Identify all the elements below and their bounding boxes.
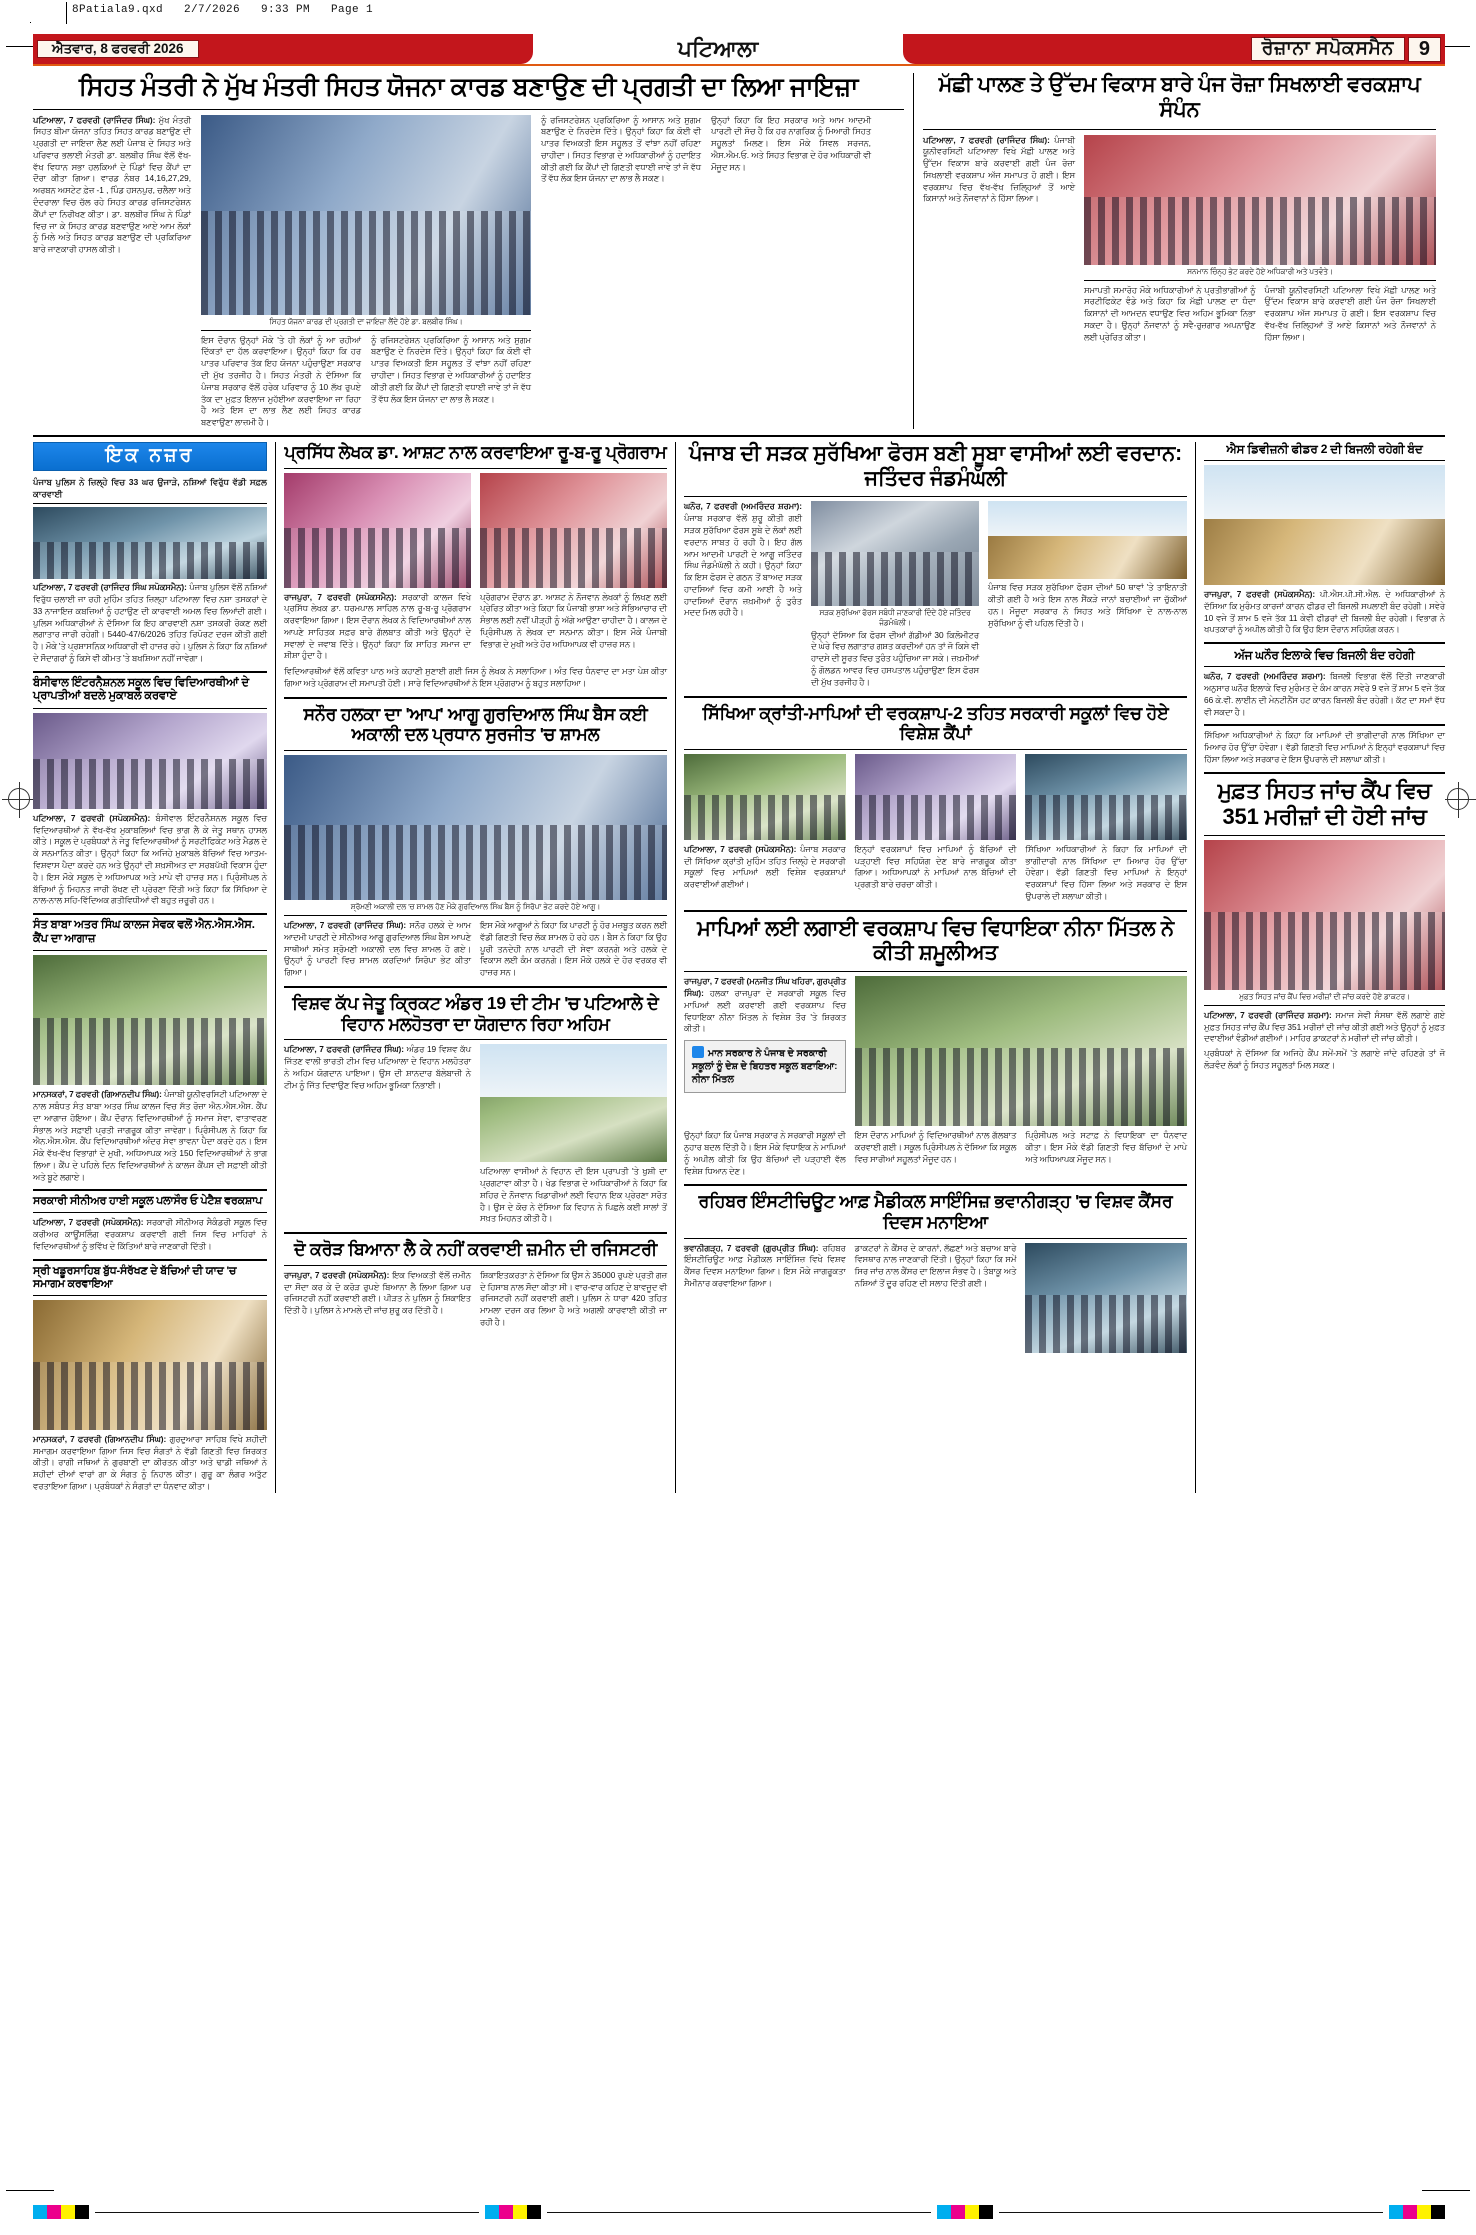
neena-col1-text: ਹਲਕਾ ਰਾਜਪੁਰਾ ਦੇ ਸਰਕਾਰੀ ਸਕੂਲ ਵਿਚ ਮਾਪਿਆਂ ਲਈ ਕਰਵਾਈ ਗਈ ਵਰਕਸ਼ਾਪ ਵਿਚ ਵਿਧਾਇਕਾ ਨੀਨਾ ਮਿੱਤਲ ਨੇ ਵਿਸ਼ੇਸ਼ ਤੌਰ 'ਤੇ ਸ਼ਿਰਕਤ ਕੀਤੀ। (684, 988, 846, 1034)
power2-body: ਬਿਜਲੀ ਵਿਭਾਗ ਵੱਲੋਂ ਦਿੱਤੀ ਜਾਣਕਾਰੀ ਅਨੁਸਾਰ ਘਨੌਰ ਇਲਾਕੇ ਵਿਚ ਮੁਰੰਮਤ ਦੇ ਕੰਮ ਕਾਰਨ ਸਵੇਰੇ 9 ਵਜੇ ਤੋਂ ਸ਼ਾਮ 5 ਵਜੇ ਤੱਕ 66 ਕੇ.ਵੀ. ਲਾਈਨ ਦੀ ਮੇਨਟੀਨੈਂਸ ਹਟ ਕਾਰਨ ਬਿਜਲੀ ਬੰਦ ਰਹੇਗੀ। ਕੱਟ ਦਾ ਸਮਾਂ ਵੱਧ ਵੀ ਸਕਦਾ ਹੈ। (1204, 671, 1445, 717)
govtschool-dateline: ਪਟਿਆਲਾ, 7 ਫਰਵਰੀ (ਸਪੋਕਸਮੈਨ): (33, 1217, 144, 1228)
sanaur-col1 (284, 920, 471, 979)
crop-mark-top-left-v (30, 22, 31, 23)
lead-col2: ਇਸ ਦੌਰਾਨ ਉਨ੍ਹਾਂ ਮੌਕੇ 'ਤੇ ਹੀ ਲੋਕਾਂ ਨੂੰ ਆ ਰਹੀਆਂ ਦਿੱਕਤਾਂ ਦਾ ਹੱਲ ਕਰਵਾਇਆ। ਉਨ੍ਹਾਂ ਕਿਹਾ ਕਿ ਹਰ ਪਾਤਰ ਪਰਿਵਾਰ ਤੱਕ ਇਹ ਯੋਜਨਾ ਪਹੁੰਚਾਉਣਾ ਸਰਕਾਰ ਦੀ ਮੁੱਖ ਤਰਜੀਹ ਹੈ। ਸਿਹਤ ਮੰਤਰੀ ਨੇ ਦੱਸਿਆ ਕਿ ਪੰਜਾਬ ਸਰਕਾਰ ਵੱਲੋਂ ਹਰੇਕ ਪਰਿਵਾਰ ਨੂੰ 10 ਲੱਖ ਰੁਪਏ ਤੱਕ ਦਾ ਮੁਫ਼ਤ ਇਲਾਜ ਮੁਹੱਈਆ ਕਰਵਾਇਆ ਜਾ ਰਿਹਾ ਹੈ ਅਤੇ ਇਸ ਦਾ ਲਾਭ ਲੈਣ ਲਈ ਸਿਹਤ ਕਾਰਡ ਬਣਵਾਉਣਾ ਲਾਜ਼ਮੀ ਹੈ। (201, 334, 361, 428)
registration-mark-left (8, 788, 30, 810)
power1-headline: ਐਸ ਡਿਵੀਜ਼ਨੀ ਫੀਡਰ 2 ਦੀ ਬਿਜਲੀ ਰਹੇਗੀ ਬੰਦ (1226, 441, 1423, 456)
neena-col4: ਪ੍ਰਿੰਸੀਪਲ ਅਤੇ ਸਟਾਫ਼ ਨੇ ਵਿਧਾਇਕਾ ਦਾ ਧੰਨਵਾਦ ਕੀਤਾ। ਇਸ ਮੌਕੇ ਵੱਡੀ ਗਿਣਤੀ ਵਿਚ ਬੱਚਿਆਂ ਦੇ ਮਾਪੇ ਅਤੇ ਅਧਿਆਪਕ ਮੌਜੂਦ ਸਨ। (1025, 1130, 1188, 1164)
lead-col3: ਨੂੰ ਰਜਿਸਟਰੇਸ਼ਨ ਪ੍ਰਕਿਰਿਆ ਨੂੰ ਆਸਾਨ ਅਤੇ ਸੁਗਮ ਬਣਾਉਣ ਦੇ ਨਿਰਦੇਸ਼ ਦਿੱਤੇ। ਉਨ੍ਹਾਂ ਕਿਹਾ ਕਿ ਕੋਈ ਵੀ ਪਾਤਰ ਵਿਅਕਤੀ ਇਸ ਸਹੂਲਤ ਤੋਂ ਵਾਂਝਾ ਨਹੀਂ ਰਹਿਣਾ ਚਾਹੀਦਾ। ਸਿਹਤ ਵਿਭਾਗ ਦੇ ਅਧਿਕਾਰੀਆਂ ਨੂੰ ਹਦਾਇਤ ਕੀਤੀ ਗਈ ਕਿ ਕੈਂਪਾਂ ਦੀ ਗਿਣਤੀ ਵਧਾਈ ਜਾਵੇ ਤਾਂ ਜੋ ਵੱਧ ਤੋਂ ਵੱਧ ਲੋਕ ਇਸ ਯੋਜਨਾ ਦਾ ਲਾਭ ਲੈ ਸਕਣ। (371, 334, 531, 404)
eduworkshop-photo-3 (1025, 754, 1187, 840)
neena-quote (684, 1040, 846, 1092)
masthead-city: ਪਟਿਆਲਾ (533, 34, 903, 64)
cricket-photo (480, 1044, 667, 1162)
crop-mark-bottom-right (1422, 2190, 1470, 2191)
fisheries-dateline: ਪਟਿਆਲਾ, 7 ਫਰਵਰੀ (ਰਾਜਿੰਦਰ ਸਿੰਘ): (923, 134, 1050, 145)
swatch-black (75, 2205, 89, 2219)
swatch-magenta (47, 2205, 61, 2219)
quote-mark-icon (692, 1046, 704, 1058)
newspaper-page (33, 26, 1445, 2186)
masthead-right-band (903, 34, 1445, 64)
neena-col1 (684, 976, 846, 1035)
sanaur-photo (284, 755, 667, 900)
lead-headline: ਸਿਹਤ ਮੰਤਰੀ ਨੇ ਮੁੱਖ ਮੰਤਰੀ ਸਿਹਤ ਯੋਜਨਾ ਕਾਰਡ ਬਣਾਉਣ ਦੀ ਪ੍ਰਗਤੀ ਦਾ ਲਿਆ ਜਾਇਜ਼ਾ (78, 73, 859, 101)
fisheries-col1 (923, 135, 1075, 206)
neena-col3: ਇਸ ਦੌਰਾਨ ਮਾਪਿਆਂ ਨੂੰ ਵਿਦਿਆਰਥੀਆਂ ਨਾਲ ਗੱਲਬਾਤ ਕਰਵਾਈ ਗਈ। ਸਕੂਲ ਪ੍ਰਿੰਸੀਪਲ ਨੇ ਦੱਸਿਆ ਕਿ ਸਕੂਲ ਵਿਚ ਸਾਰੀਆਂ ਸਹੂਲਤਾਂ ਮੌਜੂਦ ਹਨ। (854, 1130, 1017, 1164)
santbaba-body: ਪੰਜਾਬੀ ਯੂਨੀਵਰਸਿਟੀ ਪਟਿਆਲਾ ਦੇ ਨਾਲ ਸਬੰਧਤ ਸੰਤ ਬਾਬਾ ਅਤਰ ਸਿੰਘ ਕਾਲਜ ਵਿਚ ਸੱਤ ਰੋਜ਼ਾ ਐਨ.ਐਸ.ਐਸ. ਕੈਂਪ ਦਾ ਆਗਾਜ਼ ਹੋਇਆ। ਕੈਂਪ ਦੌਰਾਨ ਵਿਦਿਆਰਥੀਆਂ ਨੂੰ ਸਮਾਜ ਸੇਵਾ, ਵਾਤਾਵਰਣ ਸੰਭਾਲ ਅਤੇ ਸਫ਼ਾਈ ਪ੍ਰਤੀ ਜਾਗਰੂਕ ਕੀਤਾ ਜਾਵੇਗਾ। ਪ੍ਰਿੰਸੀਪਲ ਨੇ ਕਿਹਾ ਕਿ ਐਨ.ਐਸ.ਐਸ. ਕੈਂਪ ਵਿਦਿਆਰਥੀਆਂ ਅੰਦਰ ਸੇਵਾ ਭਾਵਨਾ ਪੈਦਾ ਕਰਦੇ ਹਨ। ਇਸ ਮੌਕੇ ਵੱਖ-ਵੱਖ ਵਿਭਾਗਾਂ ਦੇ ਮੁਖੀ, ਅਧਿਆਪਕ ਅਤੇ 150 ਵਿਦਿਆਰਥੀਆਂ ਨੇ ਭਾਗ ਲਿਆ। ਕੈਂਪ ਦੇ ਪਹਿਲੇ ਦਿਨ ਵਿਦਿਆਰਥੀਆਂ ਨੇ ਕਾਲਜ ਕੈਂਪਸ ਦੀ ਸਫ਼ਾਈ ਕੀਤੀ ਅਤੇ ਬੂਟੇ ਲਗਾਏ। (33, 1089, 267, 1182)
roadsafety-dateline: ਘਨੌਰ, 7 ਫਰਵਰੀ (ਅਮਰਿੰਦਰ ਸ਼ਰਮਾ): (684, 501, 802, 512)
govtschool-body: ਸਰਕਾਰੀ ਸੀਨੀਅਰ ਸੈਕੰਡਰੀ ਸਕੂਲ ਵਿਚ ਕਰੀਅਰ ਕਾਊਂਸਲਿੰਗ ਵਰਕਸ਼ਾਪ ਕਰਵਾਈ ਗਈ ਜਿਸ ਵਿਚ ਮਾਹਿਰਾਂ ਨੇ ਵਿਦਿਆਰਥੀਆਂ ਨੂੰ ਭਵਿੱਖ ਦੇ ਕਿੱਤਿਆਂ ਬਾਰੇ ਜਾਣਕਾਰੀ ਦਿੱਤੀ। (33, 1217, 267, 1252)
eduworkshop-col1 (684, 844, 846, 891)
color-swatch-group-center (485, 2205, 541, 2219)
neena-headline: ਮਾਪਿਆਂ ਲਈ ਲਗਾਈ ਵਰਕਸ਼ਾਪ ਵਿਚ ਵਿਧਾਇਕਾ ਨੀਨਾ ਮਿੱਤਲ ਨੇ ਕੀਤੀ ਸ਼ਮੂਲੀਅਤ (697, 916, 1174, 965)
bansiwal-body: ਬੰਸੀਵਾਲ ਇੰਟਰਨੈਸ਼ਨਲ ਸਕੂਲ ਵਿਚ ਵਿਦਿਆਰਥੀਆਂ ਨੇ ਵੱਖ-ਵੱਖ ਮੁਕਾਬਲਿਆਂ ਵਿਚ ਭਾਗ ਲੈ ਕੇ ਜੇਤੂ ਸਥਾਨ ਹਾਸਲ ਕੀਤੇ। ਸਕੂਲ ਦੇ ਪ੍ਰਬੰਧਕਾਂ ਨੇ ਜੇਤੂ ਵਿਦਿਆਰਥੀਆਂ ਨੂੰ ਸਰਟੀਫਿਕੇਟ ਅਤੇ ਮੈਡਲ ਦੇ ਕੇ ਸਨਮਾਨਿਤ ਕੀਤਾ। ਉਨ੍ਹਾਂ ਕਿਹਾ ਕਿ ਅਜਿਹੇ ਮੁਕਾਬਲੇ ਬੱਚਿਆਂ ਵਿਚ ਆਤਮ-ਵਿਸ਼ਵਾਸ ਪੈਦਾ ਕਰਦੇ ਹਨ ਅਤੇ ਉਨ੍ਹਾਂ ਦੀ ਸ਼ਖ਼ਸੀਅਤ ਦਾ ਸਰਬਪੱਖੀ ਵਿਕਾਸ ਹੁੰਦਾ ਹੈ। ਇਸ ਮੌਕੇ ਸਕੂਲ ਦੇ ਅਧਿਆਪਕ ਅਤੇ ਮਾਪੇ ਵੀ ਹਾਜ਼ਰ ਸਨ। ਪ੍ਰਿੰਸੀਪਲ ਨੇ ਬੱਚਿਆਂ ਨੂੰ ਮਿਹਨਤ ਜਾਰੀ ਰੱਖਣ ਦੀ ਪ੍ਰੇਰਣਾ ਦਿੱਤੀ ਅਤੇ ਕਿਹਾ ਕਿ ਸਿੱਖਿਆ ਦੇ ਨਾਲ-ਨਾਲ ਸਹਿ-ਵਿੱਦਿਅਕ ਗਤੀਵਿਧੀਆਂ ਵੀ ਬਹੁਤ ਜ਼ਰੂਰੀ ਹਨ। (33, 812, 267, 906)
roadsafety-caption: ਸੜਕ ਸੁਰੱਖਿਆ ਫੋਰਸ ਸਬੰਧੀ ਜਾਣਕਾਰੀ ਦਿੰਦੇ ਹੋਏ ਜਤਿੰਦਰ ਜੰਡਮੰਘੱਲੀ। (819, 608, 971, 627)
author-photo (284, 473, 471, 588)
registry-col2: ਸ਼ਿਕਾਇਤਕਰਤਾ ਨੇ ਦੱਸਿਆ ਕਿ ਉਸ ਨੇ 35000 ਰੁਪਏ ਪ੍ਰਤੀ ਗਜ਼ ਦੇ ਹਿਸਾਬ ਨਾਲ ਸੌਦਾ ਕੀਤਾ ਸੀ। ਵਾਰ-ਵਾਰ ਕਹਿਣ ਦੇ ਬਾਵਜੂਦ ਵੀ ਰਜਿਸਟਰੀ ਨਹੀਂ ਕਰਵਾਈ ਗਈ। ਪੁਲਿਸ ਨੇ ਧਾਰਾ 420 ਤਹਿਤ ਮਾਮਲਾ ਦਰਜ ਕਰ ਲਿਆ ਹੈ ਅਤੇ ਅਗਲੀ ਕਾਰਵਾਈ ਕੀਤੀ ਜਾ ਰਹੀ ਹੈ। (480, 1269, 667, 1327)
eduworkshop-photo-2 (855, 754, 1017, 840)
lead-story (33, 73, 913, 429)
masthead (33, 34, 1445, 64)
roadsafety-photo (811, 501, 979, 606)
bansiwal-photo (33, 713, 267, 809)
santbaba-photo (33, 955, 267, 1085)
eduworkshop-headline: ਸਿੱਖਿਆ ਕ੍ਰਾਂਤੀ-ਮਾਪਿਆਂ ਦੀ ਵਰਕਸ਼ਾਪ-2 ਤਹਿਤ ਸਰਕਾਰੀ ਸਕੂਲਾਂ ਵਿਚ ਹੋਏ ਵਿਸ਼ੇਸ਼ ਕੈਂਪਾਂ (702, 702, 1169, 744)
color-control-bar (33, 2205, 1445, 2219)
eduworkshop-col2: ਇਨ੍ਹਾਂ ਵਰਕਸ਼ਾਪਾਂ ਵਿਚ ਮਾਪਿਆਂ ਨੂੰ ਬੱਚਿਆਂ ਦੀ ਪੜ੍ਹਾਈ ਵਿਚ ਸਹਿਯੋਗ ਦੇਣ ਬਾਰੇ ਜਾਗਰੂਕ ਕੀਤਾ ਗਿਆ। ਅਧਿਆਪਕਾਂ ਨੇ ਮਾਪਿਆਂ ਨਾਲ ਬੱਚਿਆਂ ਦੀ ਪ੍ਰਗਤੀ ਬਾਰੇ ਚਰਚਾ ਕੀਤੀ। (854, 843, 1017, 890)
masthead-left-band (33, 34, 533, 64)
swatch-magenta-4 (1403, 2205, 1417, 2219)
color-bar-rule-2 (547, 2212, 931, 2213)
shaheed-dateline: ਮਾਨਸਕਰਾਂ, 7 ਫਰਵਰੀ (ਗਿਆਨਦੀਪ ਸਿੰਘ): (33, 1433, 167, 1444)
roadsafety-headline: ਪੰਜਾਬ ਦੀ ਸੜਕ ਸੁਰੱਖਿਆ ਫੋਰਸ ਬਣੀ ਸੂਬਾ ਵਾਸੀਆਂ ਲਈ ਵਰਦਾਨ: ਜਤਿੰਦਰ ਜੰਡਮੰਘੱਲੀ (689, 441, 1182, 490)
swatch-yellow-4 (1417, 2205, 1431, 2219)
masthead-date: ਐਤਵਾਰ, 8 ਫਰਵਰੀ 2026 (37, 40, 199, 58)
swatch-yellow (61, 2205, 75, 2219)
fisheries-headline: ਮੱਛੀ ਪਾਲਣ ਤੇ ਉੱਦਮ ਵਿਕਾਸ ਬਾਰੇ ਪੰਜ ਰੋਜ਼ਾ ਸਿਖਲਾਈ ਵਰਕਸ਼ਾਪ ਸੰਪੰਨ (938, 73, 1421, 121)
file-stamp-divider (66, 2, 67, 24)
swatch-yellow-2 (513, 2205, 527, 2219)
power2-text (1204, 671, 1445, 718)
cricket-col1-text: ਅੰਡਰ 19 ਵਿਸ਼ਵ ਕੱਪ ਜਿੱਤਣ ਵਾਲੀ ਭਾਰਤੀ ਟੀਮ ਵਿਚ ਪਟਿਆਲਾ ਦੇ ਵਿਹਾਨ ਮਲਹੋਤਰਾ ਨੇ ਅਹਿਮ ਯੋਗਦਾਨ ਪਾਇਆ। ਉਸ ਦੀ ਸ਼ਾਨਦਾਰ ਬੱਲੇਬਾਜ਼ੀ ਨੇ ਟੀਮ ਨੂੰ ਜਿੱਤ ਦਿਵਾਉਣ ਵਿਚ ਅਹਿਮ ਭੂਮਿਕਾ ਨਿਭਾਈ। (284, 1044, 471, 1090)
glance-photo (33, 507, 267, 579)
cricket-headline: ਵਿਸ਼ਵ ਕੱਪ ਜੇਤੂ ਕ੍ਰਿਕਟ ਅੰਡਰ 19 ਦੀ ਟੀਮ 'ਚ ਪਟਿਆਲੇ ਦੇ ਵਿਹਾਨ ਮਲਹੋਤਰਾ ਦਾ ਯੋਗਦਾਨ ਰਿਹਾ ਅਹਿਮ (292, 993, 659, 1034)
left-rail (33, 442, 275, 1493)
swatch-black-2 (527, 2205, 541, 2219)
power1-dateline: ਰਾਜਪੁਰਾ, 7 ਫਰਵਰੀ (ਸਪੋਕਸਮੈਨ): (1204, 589, 1316, 600)
power2-headline: ਅੱਜ ਘਨੌਰ ਇਲਾਕੇ ਵਿਚ ਬਿਜਲੀ ਬੰਦ ਰਹੇਗੀ (1234, 648, 1415, 663)
power1-photo (1204, 465, 1445, 585)
cancer-col2: ਡਾਕਟਰਾਂ ਨੇ ਕੈਂਸਰ ਦੇ ਕਾਰਨਾਂ, ਲੱਛਣਾਂ ਅਤੇ ਬਚਾਅ ਬਾਰੇ ਵਿਸਥਾਰ ਨਾਲ ਜਾਣਕਾਰੀ ਦਿੱਤੀ। ਉਨ੍ਹਾਂ ਕਿਹਾ ਕਿ ਸਮੇਂ ਸਿਰ ਜਾਂਚ ਨਾਲ ਕੈਂਸਰ ਦਾ ਇਲਾਜ ਸੰਭਵ ਹੈ। ਤੰਬਾਕੂ ਅਤੇ ਨਸ਼ਿਆਂ ਤੋਂ ਦੂਰ ਰਹਿਣ ਦੀ ਸਲਾਹ ਦਿੱਤੀ ਗਈ। (854, 1242, 1017, 1288)
santbaba-headline: ਸੰਤ ਬਾਬਾ ਅਤਰ ਸਿੰਘ ਕਾਲਜ ਸੇਵਕ ਵਲੋਂ ਐਨ.ਐਸ.ਐਸ. ਕੈਂਪ ਦਾ ਆਗਾਜ਼ (33, 919, 255, 945)
eduworkshop-dateline: ਪਟਿਆਲਾ, 7 ਫਰਵਰੀ (ਸਪੋਕਸਮੈਨ): (684, 843, 797, 854)
cancer-headline: ਰਹਿਬਰ ਇੰਸਟੀਚਿਊਟ ਆਫ਼ ਮੈਡੀਕਲ ਸਾਇੰਸਿਜ਼ ਭਵਾਨੀਗੜ੍ਹ 'ਚ ਵਿਸ਼ਵ ਕੈਂਸਰ ਦਿਵਸ ਮਨਾਇਆ (698, 1191, 1173, 1232)
santbaba-dateline: ਮਾਨਸਕਰਾਂ, 7 ਫਰਵਰੀ (ਗਿਆਨਦੀਪ ਸਿੰਘ): (33, 1089, 162, 1100)
swatch-black-4 (1431, 2205, 1445, 2219)
section-divider-1 (33, 435, 1445, 437)
glance-body: ਪੰਜਾਬ ਪੁਲਿਸ ਵੱਲੋਂ ਨਸ਼ਿਆਂ ਵਿਰੁੱਧ ਚਲਾਈ ਜਾ ਰਹੀ ਮੁਹਿੰਮ ਤਹਿਤ ਜ਼ਿਲ੍ਹਾ ਪਟਿਆਲਾ ਵਿਚ ਨਸ਼ਾ ਤਸਕਰਾਂ ਦੇ 33 ਨਾਜਾਇਜ਼ ਕਬਜ਼ਿਆਂ ਨੂੰ ਹਟਾਉਣ ਦੀ ਕਾਰਵਾਈ ਅਮਲ ਵਿਚ ਲਿਆਂਦੀ ਗਈ। ਪੁਲਿਸ ਅਧਿਕਾਰੀਆਂ ਨੇ ਦੱਸਿਆ ਕਿ ਇਹ ਕਾਰਵਾਈ ਨਸ਼ਾ ਤਸਕਰੀ ਰੋਕਣ ਲਈ ਲਗਾਤਾਰ ਜਾਰੀ ਰਹੇਗੀ। 5440-47/6/2026 ਤਹਿਤ ਰਿਪੋਰਟ ਦਰਜ ਕੀਤੀ ਗਈ ਹੈ। ਮੌਕੇ 'ਤੇ ਪ੍ਰਸ਼ਾਸਨਿਕ ਅਧਿਕਾਰੀ ਵੀ ਹਾਜ਼ਰ ਰਹੇ। ਪੁਲਿਸ ਨੇ ਕਿਹਾ ਕਿ ਨਸ਼ਿਆਂ ਦੇ ਸੌਦਾਗਰਾਂ ਨੂੰ ਕਿਸੇ ਵੀ ਕੀਮਤ 'ਤੇ ਬਖਸ਼ਿਆ ਨਹੀਂ ਜਾਵੇਗਾ। (33, 582, 267, 663)
author-photo-2 (480, 473, 667, 588)
registry-headline: ਦੋ ਕਰੋੜ ਬਿਆਨਾ ਲੈ ਕੇ ਨਹੀਂ ਕਰਵਾਈ ਜ਼ਮੀਨ ਦੀ ਰਜਿਸਟਰੀ (293, 1239, 658, 1260)
shaheed-photo (33, 1300, 267, 1430)
eduworkshop-col3: ਸਿੱਖਿਆ ਅਧਿਕਾਰੀਆਂ ਨੇ ਕਿਹਾ ਕਿ ਮਾਪਿਆਂ ਦੀ ਭਾਗੀਦਾਰੀ ਨਾਲ ਸਿੱਖਿਆ ਦਾ ਮਿਆਰ ਹੋਰ ਉੱਚਾ ਹੋਵੇਗਾ। ਵੱਡੀ ਗਿਣਤੀ ਵਿਚ ਮਾਪਿਆਂ ਨੇ ਇਨ੍ਹਾਂ ਵਰਕਸ਼ਾਪਾਂ ਵਿਚ ਹਿੱਸਾ ਲਿਆ ਅਤੇ ਸਰਕਾਰ ਦੇ ਇਸ ਉਪਰਾਲੇ ਦੀ ਸ਼ਲਾਘਾ ਕੀਤੀ। (1025, 843, 1188, 901)
registry-col1 (284, 1270, 471, 1317)
lead-photo (201, 115, 531, 315)
neena-quote-text: ਮਾਨ ਸਰਕਾਰ ਨੇ ਪੰਜਾਬ ਦੇ ਸਰਕਾਰੀ ਸਕੂਲਾਂ ਨੂੰ ਦੇਸ਼ ਦੇ ਬਿਹਤਰ ਸਕੂਲ ਬਣਾਇਆ: ਨੀਨਾ ਮਿੱਤਲ (692, 1048, 838, 1085)
bansiwal-headline: ਬੰਸੀਵਾਲ ਇੰਟਰਨੈਸ਼ਨਲ ਸਕੂਲ ਵਿਚ ਵਿਦਿਆਰਥੀਆਂ ਦੇ ਪ੍ਰਾਪਤੀਆਂ ਬਦਲੇ ਮੁਕਾਬਲੇ ਕਰਵਾਏ (33, 676, 249, 703)
roadsafety-photo-2 (988, 501, 1187, 579)
roadsafety-col2: ਉਨ੍ਹਾਂ ਦੱਸਿਆ ਕਿ ਫੋਰਸ ਦੀਆਂ ਗੱਡੀਆਂ 30 ਕਿਲੋਮੀਟਰ ਦੇ ਘੇਰੇ ਵਿਚ ਲਗਾਤਾਰ ਗਸ਼ਤ ਕਰਦੀਆਂ ਹਨ ਤਾਂ ਜੋ ਕਿਸੇ ਵੀ ਹਾਦਸੇ ਦੀ ਸੂਰਤ ਵਿਚ ਤੁਰੰਤ ਪਹੁੰਚਿਆ ਜਾ ਸਕੇ। ਜ਼ਖ਼ਮੀਆਂ ਨੂੰ ਗੋਲਡਨ ਆਵਰ ਵਿਚ ਹਸਪਤਾਲ ਪਹੁੰਚਾਉਣਾ ਇਸ ਫੋਰਸ ਦੀ ਮੁੱਖ ਤਰਜੀਹ ਹੈ। (811, 629, 979, 687)
power1-text (1204, 589, 1445, 636)
freecamp-col1-text: ਸਮਾਜ ਸੇਵੀ ਸੰਸਥਾ ਵੱਲੋਂ ਲਗਾਏ ਗਏ ਮੁਫ਼ਤ ਸਿਹਤ ਜਾਂਚ ਕੈਂਪ ਵਿਚ 351 ਮਰੀਜ਼ਾਂ ਦੀ ਜਾਂਚ ਕੀਤੀ ਗਈ ਅਤੇ ਉਨ੍ਹਾਂ ਨੂੰ ਮੁਫ਼ਤ ਦਵਾਈਆਂ ਵੰਡੀਆਂ ਗਈਆਂ। ਮਾਹਿਰ ਡਾਕਟਰਾਂ ਨੇ ਮਰੀਜ਼ਾਂ ਦੀ ਜਾਂਚ ਕੀਤੀ। (1204, 1009, 1445, 1044)
lead-col1 (33, 115, 191, 256)
swatch-cyan-4 (1389, 2205, 1403, 2219)
shaheed-text (33, 1434, 267, 1493)
masthead-paper-name: ਰੋਜ਼ਾਨਾ ਸਪੋਕਸਮੈਨ (1251, 37, 1405, 61)
fisheries-photo-caption: ਸਨਮਾਨ ਚਿੰਨ੍ਹ ਭੇਟ ਕਰਦੇ ਹੋਏ ਅਧਿਕਾਰੀ ਅਤੇ ਪਤਵੰਤੇ। (1187, 266, 1333, 276)
color-swatch-group-left (33, 2205, 89, 2219)
swatch-cyan (33, 2205, 47, 2219)
file-stamp: 8Patiala9.qxd 2/7/2026 9:33 PM Page 1 (72, 4, 374, 16)
lead-dateline: ਪਟਿਆਲਾ, 7 ਫਰਵਰੀ (ਰਾਜਿੰਦਰ ਸਿੰਘ): (33, 114, 156, 125)
fisheries-col3: ਪੰਜਾਬੀ ਯੂਨੀਵਰਸਿਟੀ ਪਟਿਆਲਾ ਵਿਖੇ ਮੱਛੀ ਪਾਲਣ ਅਤੇ ਉੱਦਮ ਵਿਕਾਸ ਬਾਰੇ ਕਰਵਾਈ ਗਈ ਪੰਜ ਰੋਜ਼ਾ ਸਿਖਲਾਈ ਵਰਕਸ਼ਾਪ ਅੱਜ ਸਮਾਪਤ ਹੋ ਗਈ। ਇਸ ਵਰਕਸ਼ਾਪ ਵਿਚ ਵੱਖ-ਵੱਖ ਜ਼ਿਲ੍ਹਿਆਂ ਤੋਂ ਆਏ ਕਿਸਾਨਾਂ ਅਤੇ ਨੌਜਵਾਨਾਂ ਨੇ ਹਿੱਸਾ ਲਿਆ। (1264, 284, 1436, 342)
swatch-cyan-3 (937, 2205, 951, 2219)
sanaur-caption: ਸ਼੍ਰੋਮਣੀ ਅਕਾਲੀ ਦਲ 'ਚ ਸ਼ਾਮਲ ਹੋਣ ਮੌਕੇ ਗੁਰਦਿਆਲ ਸਿੰਘ ਬੈਸ ਨੂੰ ਸਿਰੋਪਾ ਭੇਟ ਕਰਦੇ ਹੋਏ ਆਗੂ। (350, 902, 601, 912)
glance-item1-headline: ਪੰਜਾਬ ਪੁਲਿਸ ਨੇ ਜ਼ਿਲ੍ਹੇ ਵਿਚ 33 ਘਰ ਉਜਾੜੇ, ਨਸ਼ਿਆਂ ਵਿਰੁੱਧ ਵੱਡੀ ਸਫ਼ਲ ਕਾਰਵਾਈ (33, 476, 267, 500)
right-rail (1195, 442, 1445, 1493)
author-col3: ਵਿਦਿਆਰਥੀਆਂ ਵੱਲੋਂ ਕਵਿਤਾ ਪਾਠ ਅਤੇ ਕਹਾਣੀ ਸੁਣਾਈ ਗਈ ਜਿਸ ਨੂੰ ਲੇਖਕ ਨੇ ਸਲਾਹਿਆ। ਅੰਤ ਵਿਚ ਧੰਨਵਾਦ ਦਾ ਮਤਾ ਪੇਸ਼ ਕੀਤਾ ਗਿਆ ਅਤੇ ਪ੍ਰੋਗਰਾਮ ਦੀ ਸਮਾਪਤੀ ਹੋਈ। ਸਾਰੇ ਵਿਦਿਆਰਥੀਆਂ ਨੇ ਇਸ ਪ੍ਰੋਗਰਾਮ ਨੂੰ ਬਹੁਤ ਸਲਾਹਿਆ। (284, 666, 667, 688)
cancer-photo (1025, 1243, 1187, 1353)
shaheed-body: ਗੁਰਦੁਆਰਾ ਸਾਹਿਬ ਵਿਖੇ ਸ਼ਹੀਦੀ ਸਮਾਗਮ ਕਰਵਾਇਆ ਗਿਆ ਜਿਸ ਵਿਚ ਸੰਗਤਾਂ ਨੇ ਵੱਡੀ ਗਿਣਤੀ ਵਿਚ ਸ਼ਿਰਕਤ ਕੀਤੀ। ਰਾਗੀ ਜਥਿਆਂ ਨੇ ਗੁਰਬਾਣੀ ਦਾ ਕੀਰਤਨ ਕੀਤਾ ਅਤੇ ਢਾਡੀ ਜਥਿਆਂ ਨੇ ਸ਼ਹੀਦਾਂ ਦੀਆਂ ਵਾਰਾਂ ਗਾ ਕੇ ਸੰਗਤ ਨੂੰ ਨਿਹਾਲ ਕੀਤਾ। ਗੁਰੂ ਕਾ ਲੰਗਰ ਅਤੁੱਟ ਵਰਤਾਇਆ ਗਿਆ। ਪ੍ਰਬੰਧਕਾਂ ਨੇ ਸੰਗਤਾਂ ਦਾ ਧੰਨਵਾਦ ਕੀਤਾ। (33, 1433, 267, 1491)
eduworkshop-photo-1 (684, 754, 846, 840)
shaheed-headline: ਸ੍ਰੀ ਖਡੂਰਸਾਹਿਬ ਬੁੱਧ-ਸੰਰੱਖਣ ਦੇ ਬੱਚਿਆਂ ਦੀ ਯਾਦ 'ਚ ਸਮਾਗਮ ਕਰਵਾਇਆ (33, 1264, 237, 1290)
cancer-dateline: ਭਵਾਨੀਗੜ੍ਹ, 7 ਫਰਵਰੀ (ਗੁਰਪ੍ਰੀਤ ਸਿੰਘ): (684, 1242, 819, 1253)
author-col2: ਪ੍ਰੋਗਰਾਮ ਦੌਰਾਨ ਡਾ. ਆਸ਼ਟ ਨੇ ਨੌਜਵਾਨ ਲੇਖਕਾਂ ਨੂੰ ਲਿਖਣ ਲਈ ਪ੍ਰੇਰਿਤ ਕੀਤਾ ਅਤੇ ਕਿਹਾ ਕਿ ਪੰਜਾਬੀ ਭਾਸ਼ਾ ਅਤੇ ਸੱਭਿਆਚਾਰ ਦੀ ਸੰਭਾਲ ਲਈ ਨਵੀਂ ਪੀੜ੍ਹੀ ਨੂੰ ਅੱਗੇ ਆਉਣਾ ਚਾਹੀਦਾ ਹੈ। ਕਾਲਜ ਦੇ ਪ੍ਰਿੰਸੀਪਲ ਨੇ ਲੇਖਕ ਦਾ ਸਨਮਾਨ ਕੀਤਾ। ਇਸ ਮੌਕੇ ਪੰਜਾਬੀ ਵਿਭਾਗ ਦੇ ਮੁਖੀ ਅਤੇ ਹੋਰ ਅਧਿਆਪਕ ਵੀ ਹਾਜ਼ਰ ਸਨ। (480, 591, 667, 649)
center-rail-1 (275, 442, 675, 1493)
right-rail-filler-1: ਸਿੱਖਿਆ ਅਧਿਕਾਰੀਆਂ ਨੇ ਕਿਹਾ ਕਿ ਮਾਪਿਆਂ ਦੀ ਭਾਗੀਦਾਰੀ ਨਾਲ ਸਿੱਖਿਆ ਦਾ ਮਿਆਰ ਹੋਰ ਉੱਚਾ ਹੋਵੇਗਾ। ਵੱਡੀ ਗਿਣਤੀ ਵਿਚ ਮਾਪਿਆਂ ਨੇ ਇਨ੍ਹਾਂ ਵਰਕਸ਼ਾਪਾਂ ਵਿਚ ਹਿੱਸਾ ਲਿਆ ਅਤੇ ਸਰਕਾਰ ਦੇ ਇਸ ਉਪਰਾਲੇ ਦੀ ਸ਼ਲਾਘਾ ਕੀਤੀ। (1204, 730, 1445, 764)
cancer-col1-text: ਰਹਿਬਰ ਇੰਸਟੀਚਿਊਟ ਆਫ਼ ਮੈਡੀਕਲ ਸਾਇੰਸਿਜ਼ ਵਿਖੇ ਵਿਸ਼ਵ ਕੈਂਸਰ ਦਿਵਸ ਮਨਾਇਆ ਗਿਆ। ਇਸ ਮੌਕੇ ਜਾਗਰੂਕਤਾ ਸੈਮੀਨਾਰ ਕਰਵਾਇਆ ਗਿਆ। (684, 1242, 846, 1288)
author-col1 (284, 592, 471, 663)
fisheries-col1-text: ਪੰਜਾਬੀ ਯੂਨੀਵਰਸਿਟੀ ਪਟਿਆਲਾ ਵਿਖੇ ਮੱਛੀ ਪਾਲਣ ਅਤੇ ਉੱਦਮ ਵਿਕਾਸ ਬਾਰੇ ਕਰਵਾਈ ਗਈ ਪੰਜ ਰੋਜ਼ਾ ਸਿਖਲਾਈ ਵਰਕਸ਼ਾਪ ਅੱਜ ਸਮਾਪਤ ਹੋ ਗਈ। ਇਸ ਵਰਕਸ਼ਾਪ ਵਿਚ ਵੱਖ-ਵੱਖ ਜ਼ਿਲ੍ਹਿਆਂ ਤੋਂ ਆਏ ਕਿਸਾਨਾਂ ਅਤੇ ਨੌਜਵਾਨਾਂ ਨੇ ਹਿੱਸਾ ਲਿਆ। (923, 134, 1075, 204)
registry-dateline: ਰਾਜਪੁਰਾ, 7 ਫਰਵਰੀ (ਸਪੋਕਸਮੈਨ): (284, 1269, 390, 1280)
swatch-magenta-3 (951, 2205, 965, 2219)
swatch-yellow-3 (965, 2205, 979, 2219)
cricket-col1 (284, 1044, 471, 1091)
cricket-col2: ਪਟਿਆਲਾ ਵਾਸੀਆਂ ਨੇ ਵਿਹਾਨ ਦੀ ਇਸ ਪ੍ਰਾਪਤੀ 'ਤੇ ਖੁਸ਼ੀ ਦਾ ਪ੍ਰਗਟਾਵਾ ਕੀਤਾ ਹੈ। ਖੇਡ ਵਿਭਾਗ ਦੇ ਅਧਿਕਾਰੀਆਂ ਨੇ ਕਿਹਾ ਕਿ ਸ਼ਹਿਰ ਦੇ ਨੌਜਵਾਨ ਖਿਡਾਰੀਆਂ ਲਈ ਵਿਹਾਨ ਇਕ ਪ੍ਰੇਰਣਾ ਸਰੋਤ ਹੈ। ਉਸ ਦੇ ਕੋਚ ਨੇ ਦੱਸਿਆ ਕਿ ਵਿਹਾਨ ਨੇ ਪਿਛਲੇ ਕਈ ਸਾਲਾਂ ਤੋਂ ਸਖ਼ਤ ਮਿਹਨਤ ਕੀਤੀ ਹੈ। (480, 1166, 667, 1224)
masthead-underline (33, 64, 1445, 66)
santbaba-text (33, 1089, 267, 1183)
fisheries-story (913, 73, 1436, 429)
color-swatch-group-right (1389, 2205, 1445, 2219)
swatch-magenta-2 (499, 2205, 513, 2219)
freecamp-col2: ਪ੍ਰਬੰਧਕਾਂ ਨੇ ਦੱਸਿਆ ਕਿ ਅਜਿਹੇ ਕੈਂਪ ਸਮੇਂ-ਸਮੇਂ 'ਤੇ ਲਗਾਏ ਜਾਂਦੇ ਰਹਿਣਗੇ ਤਾਂ ਜੋ ਲੋੜਵੰਦ ਲੋਕਾਂ ਨੂੰ ਸਿਹਤ ਸਹੂਲਤਾਂ ਮਿਲ ਸਕਣ। (1204, 1048, 1445, 1070)
bansiwal-dateline: ਪਟਿਆਲਾ, 7 ਫਰਵਰੀ (ਸਪੋਕਸਮੈਨ): (33, 812, 151, 823)
roadsafety-col1-text: ਪੰਜਾਬ ਸਰਕਾਰ ਵੱਲੋਂ ਸ਼ੁਰੂ ਕੀਤੀ ਗਈ ਸੜਕ ਸੁਰੱਖਿਆ ਫੋਰਸ ਸੂਬੇ ਦੇ ਲੋਕਾਂ ਲਈ ਵਰਦਾਨ ਸਾਬਤ ਹੋ ਰਹੀ ਹੈ। ਇਹ ਗੱਲ ਆਮ ਆਦਮੀ ਪਾਰਟੀ ਦੇ ਆਗੂ ਜਤਿੰਦਰ ਸਿੰਘ ਜੰਡਮੰਘੱਲੀ ਨੇ ਕਹੀ। ਉਨ੍ਹਾਂ ਕਿਹਾ ਕਿ ਇਸ ਫੋਰਸ ਦੇ ਗਠਨ ਤੋਂ ਬਾਅਦ ਸੜਕ ਹਾਦਸਿਆਂ ਵਿਚ ਕਮੀ ਆਈ ਹੈ ਅਤੇ ਹਾਦਸਿਆਂ ਦੌਰਾਨ ਜ਼ਖ਼ਮੀਆਂ ਨੂੰ ਤੁਰੰਤ ਮਦਦ ਮਿਲ ਰਹੀ ਹੈ। (684, 513, 802, 618)
freecamp-photo (1204, 840, 1445, 990)
color-bar-rule-1 (95, 2212, 479, 2213)
neena-dateline: ਰਾਜਪੁਰਾ, 7 ਫਰਵਰੀ (ਮਨਜੀਤ ਸਿੰਘ ਖਹਿਰਾ, ਗੁਰਪ੍ਰੀਤ ਸਿੰਘ): (684, 976, 846, 999)
author-col1-text: ਸਰਕਾਰੀ ਕਾਲਜ ਵਿਖੇ ਪ੍ਰਸਿੱਧ ਲੇਖਕ ਡਾ. ਧਰਮਪਾਲ ਸਾਹਿਲ ਨਾਲ ਰੂ-ਬ-ਰੂ ਪ੍ਰੋਗਰਾਮ ਕਰਵਾਇਆ ਗਿਆ। ਇਸ ਦੌਰਾਨ ਲੇਖਕ ਨੇ ਵਿਦਿਆਰਥੀਆਂ ਨਾਲ ਆਪਣੇ ਸਾਹਿਤਕ ਸਫ਼ਰ ਬਾਰੇ ਗੱਲਬਾਤ ਕੀਤੀ ਅਤੇ ਉਨ੍ਹਾਂ ਦੇ ਸਵਾਲਾਂ ਦੇ ਜਵਾਬ ਦਿੱਤੇ। ਉਨ੍ਹਾਂ ਕਿਹਾ ਕਿ ਸਾਹਿਤ ਸਮਾਜ ਦਾ ਸ਼ੀਸ਼ਾ ਹੁੰਦਾ ਹੈ। (284, 591, 471, 661)
color-bar-rule-3 (999, 2212, 1383, 2213)
freecamp-caption: ਮੁਫ਼ਤ ਸਿਹਤ ਜਾਂਚ ਕੈਂਪ ਵਿਚ ਮਰੀਜ਼ਾਂ ਦੀ ਜਾਂਚ ਕਰਦੇ ਹੋਏ ਡਾਕਟਰ। (1239, 991, 1410, 1001)
roadsafety-col1 (684, 501, 802, 619)
sanaur-headline: ਸਨੌਰ ਹਲਕਾ ਦਾ 'ਆਪ' ਆਗੂ ਗੁਰਦਿਆਲ ਸਿੰਘ ਬੈਸ ਕਈ ਅਕਾਲੀ ਦਲ ਪ੍ਰਧਾਨ ਸੁਰਜੀਤ 'ਚ ਸ਼ਾਮਲ (303, 703, 648, 745)
cricket-dateline: ਪਟਿਆਲਾ, 7 ਫਰਵਰੀ (ਰਾਜਿੰਦਰ ਸਿੰਘ): (284, 1044, 405, 1055)
registration-mark-right (1447, 788, 1469, 810)
power1-body: ਪੀ.ਐਸ.ਪੀ.ਸੀ.ਐਲ. ਦੇ ਅਧਿਕਾਰੀਆਂ ਨੇ ਦੱਸਿਆ ਕਿ ਮੁਰੰਮਤ ਕਾਰਜਾਂ ਕਾਰਨ ਫੀਡਰ ਦੀ ਬਿਜਲੀ ਸਪਲਾਈ ਬੰਦ ਰਹੇਗੀ। ਸਵੇਰੇ 10 ਵਜੇ ਤੋਂ ਸ਼ਾਮ 5 ਵਜੇ ਤੱਕ 11 ਕੇਵੀ ਫੀਡਰਾਂ ਦੀ ਬਿਜਲੀ ਬੰਦ ਰਹੇਗੀ। ਵਿਭਾਗ ਨੇ ਖਪਤਕਾਰਾਂ ਨੂੰ ਅਪੀਲ ਕੀਤੀ ਹੈ ਕਿ ਉਹ ਇਸ ਦੌਰਾਨ ਸਹਿਯੋਗ ਕਰਨ। (1204, 589, 1445, 635)
glance-dateline: ਪਟਿਆਲਾ, 7 ਫਰਵਰੀ (ਰਾਜਿੰਦਰ ਸਿੰਘ ਸਪੋਕਸਮੈਨ): (33, 582, 187, 593)
color-swatch-group-center-2 (937, 2205, 993, 2219)
ik-nazar-banner: ਇਕ ਨਜ਼ਰ (33, 442, 267, 471)
lead-col4: ਨੂੰ ਰਜਿਸਟਰੇਸ਼ਨ ਪ੍ਰਕਿਰਿਆ ਨੂੰ ਆਸਾਨ ਅਤੇ ਸੁਗਮ ਬਣਾਉਣ ਦੇ ਨਿਰਦੇਸ਼ ਦਿੱਤੇ। ਉਨ੍ਹਾਂ ਕਿਹਾ ਕਿ ਕੋਈ ਵੀ ਪਾਤਰ ਵਿਅਕਤੀ ਇਸ ਸਹੂਲਤ ਤੋਂ ਵਾਂਝਾ ਨਹੀਂ ਰਹਿਣਾ ਚਾਹੀਦਾ। ਸਿਹਤ ਵਿਭਾਗ ਦੇ ਅਧਿਕਾਰੀਆਂ ਨੂੰ ਹਦਾਇਤ ਕੀਤੀ ਗਈ ਕਿ ਕੈਂਪਾਂ ਦੀ ਗਿਣਤੀ ਵਧਾਈ ਜਾਵੇ ਤਾਂ ਜੋ ਵੱਧ ਤੋਂ ਵੱਧ ਲੋਕ ਇਸ ਯੋਜਨਾ ਦਾ ਲਾਭ ਲੈ ਸਕਣ। (541, 114, 701, 184)
fisheries-photo (1084, 135, 1436, 265)
govtschool-text (33, 1217, 267, 1252)
eduworkshop-col1-text: ਪੰਜਾਬ ਸਰਕਾਰ ਦੀ ਸਿੱਖਿਆ ਕ੍ਰਾਂਤੀ ਮੁਹਿੰਮ ਤਹਿਤ ਜ਼ਿਲ੍ਹੇ ਦੇ ਸਰਕਾਰੀ ਸਕੂਲਾਂ ਵਿਚ ਮਾਪਿਆਂ ਲਈ ਵਿਸ਼ੇਸ਼ ਵਰਕਸ਼ਾਪਾਂ ਕਰਵਾਈਆਂ ਗਈਆਂ। (684, 843, 846, 890)
lead-col5: ਉਨ੍ਹਾਂ ਕਿਹਾ ਕਿ ਇਹ ਸਰਕਾਰ ਅਤੇ ਆਮ ਆਦਮੀ ਪਾਰਟੀ ਦੀ ਸੋਚ ਹੈ ਕਿ ਹਰ ਨਾਗਰਿਕ ਨੂੰ ਮਿਆਰੀ ਸਿਹਤ ਸਹੂਲਤਾਂ ਮਿਲਣ। ਇਸ ਮੌਕੇ ਸਿਵਲ ਸਰਜਨ, ਐਸ.ਐਮ.ਓ. ਅਤੇ ਸਿਹਤ ਵਿਭਾਗ ਦੇ ਹੋਰ ਅਧਿਕਾਰੀ ਵੀ ਮੌਜੂਦ ਸਨ। (711, 114, 871, 172)
cancer-col1 (684, 1243, 846, 1290)
swatch-cyan-2 (485, 2205, 499, 2219)
neena-photo (855, 976, 1187, 1126)
sanaur-col2: ਇਸ ਮੌਕੇ ਆਗੂਆਂ ਨੇ ਕਿਹਾ ਕਿ ਪਾਰਟੀ ਨੂੰ ਹੋਰ ਮਜ਼ਬੂਤ ਕਰਨ ਲਈ ਵੱਡੀ ਗਿਣਤੀ ਵਿਚ ਲੋਕ ਸ਼ਾਮਲ ਹੋ ਰਹੇ ਹਨ। ਬੈਸ ਨੇ ਕਿਹਾ ਕਿ ਉਹ ਪੂਰੀ ਤਨਦੇਹੀ ਨਾਲ ਪਾਰਟੀ ਦੀ ਸੇਵਾ ਕਰਨਗੇ ਅਤੇ ਹਲਕੇ ਦੇ ਵਿਕਾਸ ਲਈ ਕੰਮ ਕਰਨਗੇ। ਇਸ ਮੌਕੇ ਹਲਕੇ ਦੇ ਹੋਰ ਵਰਕਰ ਵੀ ਹਾਜ਼ਰ ਸਨ। (480, 920, 667, 978)
freecamp-headline: ਮੁਫ਼ਤ ਸਿਹਤ ਜਾਂਚ ਕੈਂਪ ਵਿਚ 351 ਮਰੀਜ਼ਾਂ ਦੀ ਹੋਈ ਜਾਂਚ (1217, 777, 1432, 829)
registry-col1-text: ਇਕ ਵਿਅਕਤੀ ਵੱਲੋਂ ਜ਼ਮੀਨ ਦਾ ਸੌਦਾ ਕਰ ਕੇ ਦੋ ਕਰੋੜ ਰੁਪਏ ਬਿਆਨਾ ਲੈ ਲਿਆ ਗਿਆ ਪਰ ਰਜਿਸਟਰੀ ਨਹੀਂ ਕਰਵਾਈ ਗਈ। ਪੀੜਤ ਨੇ ਪੁਲਿਸ ਨੂੰ ਸ਼ਿਕਾਇਤ ਦਿੱਤੀ ਹੈ। ਪੁਲਿਸ ਨੇ ਮਾਮਲੇ ਦੀ ਜਾਂਚ ਸ਼ੁਰੂ ਕਰ ਦਿੱਤੀ ਹੈ। (284, 1269, 471, 1316)
swatch-black-3 (979, 2205, 993, 2219)
govtschool-headline: ਸਰਕਾਰੀ ਸੀਨੀਅਰ ਹਾਈ ਸਕੂਲ ਪਲਾਸੌਰ ਓ ਪੇਟੈਸ਼ ਵਰਕਸ਼ਾਪ (33, 1195, 263, 1208)
masthead-page-number: 9 (1408, 37, 1441, 62)
fisheries-col2: ਸਮਾਪਤੀ ਸਮਾਰੋਹ ਮੌਕੇ ਅਧਿਕਾਰੀਆਂ ਨੇ ਪ੍ਰਤੀਭਾਗੀਆਂ ਨੂੰ ਸਰਟੀਫਿਕੇਟ ਵੰਡੇ ਅਤੇ ਕਿਹਾ ਕਿ ਮੱਛੀ ਪਾਲਣ ਦਾ ਧੰਦਾ ਕਿਸਾਨਾਂ ਦੀ ਆਮਦਨ ਵਧਾਉਣ ਵਿਚ ਅਹਿਮ ਭੂਮਿਕਾ ਨਿਭਾ ਸਕਦਾ ਹੈ। ਉਨ੍ਹਾਂ ਨੌਜਵਾਨਾਂ ਨੂੰ ਸਵੈ-ਰੁਜ਼ਗਾਰ ਅਪਨਾਉਣ ਲਈ ਪ੍ਰੇਰਿਤ ਕੀਤਾ। (1084, 284, 1256, 342)
crop-mark-bottom-left (6, 2190, 54, 2191)
bansiwal-text (33, 813, 267, 907)
lead-col1-text: ਮੁੱਖ ਮੰਤਰੀ ਸਿਹਤ ਬੀਮਾ ਯੋਜਨਾ ਤਹਿਤ ਸਿਹਤ ਕਾਰਡ ਬਣਾਉਣ ਦੀ ਪ੍ਰਗਤੀ ਦਾ ਜਾਇਜ਼ਾ ਲੈਣ ਲਈ ਪੰਜਾਬ ਦੇ ਸਿਹਤ ਅਤੇ ਪਰਿਵਾਰ ਭਲਾਈ ਮੰਤਰੀ ਡਾ. ਬਲਬੀਰ ਸਿੰਘ ਵੱਲੋਂ ਵੱਖ-ਵੱਖ ਵਿਧਾਨ ਸਭਾ ਹਲਕਿਆਂ ਦੇ ਪਿੰਡਾਂ ਵਿਚ ਕੈਂਪਾਂ ਦਾ ਦੌਰਾ ਕੀਤਾ ਗਿਆ। ਵਾਰਡ ਨੰਬਰ 14,16,27,29, ਅਰਬਨ ਅਸਟੇਟ ਫ਼ੇਜ਼ -1 , ਪਿੰਡ ਹਸਨਪੁਰ, ਚਲੈਲਾ ਅਤੇ ਦੰਦਰਾਲਾ ਵਿਚ ਚੱਲ ਰਹੇ ਸਿਹਤ ਕਾਰਡ ਰਜਿਸਟਰੇਸ਼ਨ ਕੈਂਪਾਂ ਦਾ ਨਿਰੀਖਣ ਕੀਤਾ। ਡਾ. ਬਲਬੀਰ ਸਿੰਘ ਨੇ ਪਿੰਡਾਂ ਵਿਚ ਜਾ ਕੇ ਸਿਹਤ ਕਾਰਡ ਬਣਵਾਉਣ ਆਏ ਆਮ ਲੋਕਾਂ ਨੂੰ ਮਿਲੇ ਅਤੇ ਸਿਹਤ ਕਾਰਡ ਬਣਾਉਣ ਦੀ ਪ੍ਰਕਿਰਿਆ ਬਾਰੇ ਜਾਣਕਾਰੀ ਹਾਸਲ ਕੀਤੀ। (33, 114, 192, 255)
freecamp-col1 (1204, 1010, 1445, 1045)
power2-dateline: ਘਨੌਰ, 7 ਫਰਵਰੀ (ਅਮਰਿੰਦਰ ਸ਼ਰਮਾ): (1204, 671, 1326, 682)
center-rail-2 (675, 442, 1195, 1493)
author-headline: ਪ੍ਰਸਿੱਧ ਲੇਖਕ ਡਾ. ਆਸ਼ਟ ਨਾਲ ਕਰਵਾਇਆ ਰੂ-ਬ-ਰੂ ਪ੍ਰੋਗਰਾਮ (284, 441, 667, 462)
sanaur-col1-text: ਸਨੌਰ ਹਲਕੇ ਦੇ ਆਮ ਆਦਮੀ ਪਾਰਟੀ ਦੇ ਸੀਨੀਅਰ ਆਗੂ ਗੁਰਦਿਆਲ ਸਿੰਘ ਬੈਸ ਆਪਣੇ ਸਾਥੀਆਂ ਸਮੇਤ ਸ਼੍ਰੋਮਣੀ ਅਕਾਲੀ ਦਲ ਵਿਚ ਸ਼ਾਮਲ ਹੋ ਗਏ। ਉਨ੍ਹਾਂ ਨੂੰ ਪਾਰਟੀ ਵਿਚ ਸ਼ਾਮਲ ਕਰਦਿਆਂ ਸਿਰੋਪਾ ਭੇਟ ਕੀਤਾ ਗਿਆ। (284, 920, 471, 978)
author-dateline: ਰਾਜਪੁਰਾ, 7 ਫਰਵਰੀ (ਸਪੋਕਸਮੈਨ): (284, 591, 397, 602)
neena-col2: ਉਨ੍ਹਾਂ ਕਿਹਾ ਕਿ ਪੰਜਾਬ ਸਰਕਾਰ ਨੇ ਸਰਕਾਰੀ ਸਕੂਲਾਂ ਦੀ ਨੁਹਾਰ ਬਦਲ ਦਿੱਤੀ ਹੈ। ਇਸ ਮੌਕੇ ਵਿਧਾਇਕ ਨੇ ਮਾਪਿਆਂ ਨੂੰ ਅਪੀਲ ਕੀਤੀ ਕਿ ਉਹ ਬੱਚਿਆਂ ਦੀ ਪੜ੍ਹਾਈ ਵੱਲ ਵਿਸ਼ੇਸ਼ ਧਿਆਨ ਦੇਣ। (684, 1130, 846, 1176)
sanaur-dateline: ਪਟਿਆਲਾ, 7 ਫਰਵਰੀ (ਰਾਜਿੰਦਰ ਸਿੰਘ): (284, 920, 407, 931)
roadsafety-side: ਪੰਜਾਬ ਵਿਚ ਸੜਕ ਸੁਰੱਖਿਆ ਫੋਰਸ ਦੀਆਂ 50 ਥਾਵਾਂ 'ਤੇ ਤਾਇਨਾਤੀ ਕੀਤੀ ਗਈ ਹੈ ਅਤੇ ਇਸ ਨਾਲ ਸੈਂਕੜੇ ਜਾਨਾਂ ਬਚਾਈਆਂ ਜਾ ਚੁੱਕੀਆਂ ਹਨ। ਮੌਜੂਦਾ ਸਰਕਾਰ ਨੇ ਸਿਹਤ ਅਤੇ ਸਿੱਖਿਆ ਦੇ ਨਾਲ-ਨਾਲ ਸੁਰੱਖਿਆ ਨੂੰ ਵੀ ਪਹਿਲ ਦਿੱਤੀ ਹੈ। (988, 582, 1187, 628)
freecamp-dateline: ਪਟਿਆਲਾ, 7 ਫਰਵਰੀ (ਰਾਜਿੰਦਰ ਸ਼ਰਮਾ): (1204, 1009, 1332, 1020)
lead-photo-caption: ਸਿਹਤ ਯੋਜਨਾ ਕਾਰਡ ਦੀ ਪ੍ਰਗਤੀ ਦਾ ਜਾਇਜ਼ਾ ਲੈਂਦੇ ਹੋਏ ਡਾ. ਬਲਬੀਰ ਸਿੰਘ। (269, 316, 463, 326)
